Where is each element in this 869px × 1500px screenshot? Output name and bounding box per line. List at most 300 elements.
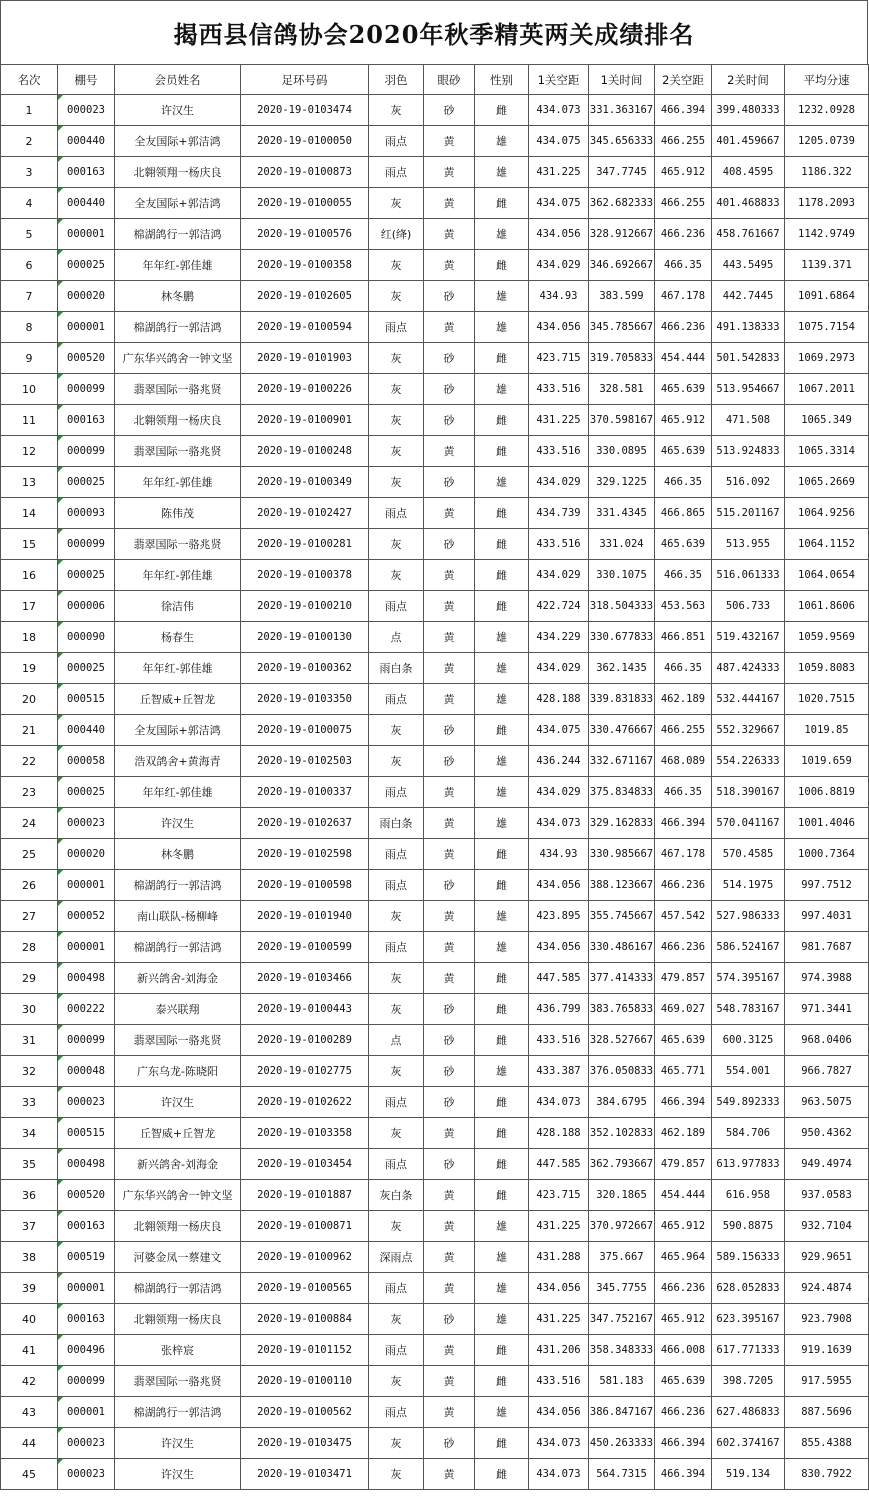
cell-leg1-time: 339.831833	[589, 684, 655, 715]
table-row	[1, 1118, 869, 1149]
cell-leg2-distance: 465.912	[655, 157, 712, 188]
cell-average-speed: 950.4362	[785, 1118, 869, 1149]
cell-eye-sign: 黄	[424, 591, 475, 622]
cell-member-name: 新兴鸽舍-刘海金	[115, 1149, 241, 1180]
cell-leg1-distance: 434.93	[529, 839, 589, 870]
table-row	[1, 498, 869, 529]
cell-loft-id: 000440	[58, 715, 115, 746]
cell-feather-color: 雨点	[369, 839, 424, 870]
cell-leg2-time: 548.783167	[712, 994, 785, 1025]
cell-rank: 2	[1, 126, 58, 157]
cell-leg2-distance: 466.35	[655, 467, 712, 498]
cell-average-speed: 1019.85	[785, 715, 869, 746]
cell-sex: 雌	[475, 870, 529, 901]
cell-ring-number: 2020-19-0100873	[241, 157, 369, 188]
cell-leg1-distance: 434.029	[529, 560, 589, 591]
cell-feather-color: 灰	[369, 1211, 424, 1242]
cell-leg2-distance: 457.542	[655, 901, 712, 932]
cell-rank: 26	[1, 870, 58, 901]
cell-leg2-time: 513.924833	[712, 436, 785, 467]
table-row	[1, 1087, 869, 1118]
cell-leg2-time: 549.892333	[712, 1087, 785, 1118]
cell-eye-sign: 黄	[424, 777, 475, 808]
cell-eye-sign: 黄	[424, 219, 475, 250]
cell-loft-id: 000163	[58, 1211, 115, 1242]
cell-feather-color: 灰	[369, 560, 424, 591]
cell-sex: 雄	[475, 653, 529, 684]
cell-leg1-time: 347.7745	[589, 157, 655, 188]
table-row	[1, 1056, 869, 1087]
table-row	[1, 1211, 869, 1242]
cell-member-name: 陈伟茂	[115, 498, 241, 529]
cell-sex: 雌	[475, 1087, 529, 1118]
table-row	[1, 1273, 869, 1304]
cell-leg1-time: 388.123667	[589, 870, 655, 901]
page-title: 揭西县信鸽协会2020年秋季精英两关成绩排名	[0, 0, 868, 64]
cell-eye-sign: 黄	[424, 1180, 475, 1211]
cell-leg2-distance: 466.394	[655, 1087, 712, 1118]
table-row	[1, 994, 869, 1025]
cell-eye-sign: 黄	[424, 188, 475, 219]
cell-average-speed: 971.3441	[785, 994, 869, 1025]
table-row	[1, 1180, 869, 1211]
cell-rank: 7	[1, 281, 58, 312]
cell-sex: 雌	[475, 715, 529, 746]
cell-average-speed: 1064.1152	[785, 529, 869, 560]
cell-ring-number: 2020-19-0103475	[241, 1428, 369, 1459]
cell-rank: 42	[1, 1366, 58, 1397]
cell-leg2-time: 552.329667	[712, 715, 785, 746]
cell-leg1-time: 330.985667	[589, 839, 655, 870]
cell-ring-number: 2020-19-0101940	[241, 901, 369, 932]
cell-leg1-distance: 434.739	[529, 498, 589, 529]
cell-ring-number: 2020-19-0103350	[241, 684, 369, 715]
cell-leg1-time: 362.793667	[589, 1149, 655, 1180]
cell-average-speed: 963.5075	[785, 1087, 869, 1118]
cell-ring-number: 2020-19-0100576	[241, 219, 369, 250]
cell-sex: 雄	[475, 1242, 529, 1273]
cell-ring-number: 2020-19-0103454	[241, 1149, 369, 1180]
cell-rank: 24	[1, 808, 58, 839]
cell-leg2-distance: 466.394	[655, 1428, 712, 1459]
table-row	[1, 839, 869, 870]
table-row	[1, 467, 869, 498]
cell-average-speed: 937.0583	[785, 1180, 869, 1211]
cell-leg1-distance: 434.056	[529, 219, 589, 250]
cell-average-speed: 981.7687	[785, 932, 869, 963]
cell-leg2-time: 613.977833	[712, 1149, 785, 1180]
table-row	[1, 250, 869, 281]
cell-feather-color: 灰	[369, 1366, 424, 1397]
cell-rank: 38	[1, 1242, 58, 1273]
cell-leg2-time: 628.052833	[712, 1273, 785, 1304]
cell-feather-color: 灰	[369, 467, 424, 498]
cell-member-name: 年年红-郭佳雄	[115, 777, 241, 808]
cell-leg2-distance: 466.236	[655, 1397, 712, 1428]
cell-ring-number: 2020-19-0103358	[241, 1118, 369, 1149]
cell-ring-number: 2020-19-0100562	[241, 1397, 369, 1428]
cell-leg2-time: 519.134	[712, 1459, 785, 1490]
header-row	[1, 65, 869, 95]
cell-ring-number: 2020-19-0100599	[241, 932, 369, 963]
cell-leg2-distance: 466.851	[655, 622, 712, 653]
cell-eye-sign: 黄	[424, 901, 475, 932]
cell-sex: 雌	[475, 1180, 529, 1211]
cell-sex: 雌	[475, 1459, 529, 1490]
cell-member-name: 年年红-郭佳雄	[115, 653, 241, 684]
cell-loft-id: 000020	[58, 839, 115, 870]
cell-leg2-distance: 466.008	[655, 1335, 712, 1366]
cell-leg1-distance: 434.93	[529, 281, 589, 312]
cell-member-name: 河婆金凤一蔡建文	[115, 1242, 241, 1273]
cell-leg2-distance: 479.857	[655, 963, 712, 994]
cell-leg1-time: 355.745667	[589, 901, 655, 932]
cell-feather-color: 深雨点	[369, 1242, 424, 1273]
cell-leg1-distance: 434.029	[529, 250, 589, 281]
cell-average-speed: 997.7512	[785, 870, 869, 901]
cell-leg2-distance: 465.912	[655, 1304, 712, 1335]
cell-eye-sign: 砂	[424, 1304, 475, 1335]
cell-leg1-distance: 431.225	[529, 1304, 589, 1335]
cell-leg2-time: 458.761667	[712, 219, 785, 250]
cell-member-name: 丘智威+丘智龙	[115, 1118, 241, 1149]
cell-leg2-time: 600.3125	[712, 1025, 785, 1056]
cell-rank: 9	[1, 343, 58, 374]
cell-loft-id: 000163	[58, 1304, 115, 1335]
cell-leg2-distance: 467.178	[655, 281, 712, 312]
cell-sex: 雄	[475, 746, 529, 777]
cell-leg2-time: 532.444167	[712, 684, 785, 715]
cell-member-name: 棉湖鸽行一郭洁鸿	[115, 870, 241, 901]
cell-leg2-distance: 469.027	[655, 994, 712, 1025]
cell-leg2-time: 515.201167	[712, 498, 785, 529]
cell-average-speed: 997.4031	[785, 901, 869, 932]
cell-eye-sign: 黄	[424, 963, 475, 994]
cell-average-speed: 1019.659	[785, 746, 869, 777]
cell-sex: 雌	[475, 1428, 529, 1459]
cell-leg2-distance: 466.865	[655, 498, 712, 529]
cell-ring-number: 2020-19-0100362	[241, 653, 369, 684]
cell-average-speed: 949.4974	[785, 1149, 869, 1180]
cell-sex: 雌	[475, 963, 529, 994]
cell-feather-color: 灰	[369, 250, 424, 281]
cell-leg2-time: 501.542833	[712, 343, 785, 374]
cell-loft-id: 000099	[58, 1025, 115, 1056]
cell-loft-id: 000099	[58, 529, 115, 560]
cell-eye-sign: 砂	[424, 746, 475, 777]
cell-leg2-distance: 462.189	[655, 1118, 712, 1149]
cell-member-name: 许汉生	[115, 1087, 241, 1118]
cell-eye-sign: 黄	[424, 653, 475, 684]
cell-ring-number: 2020-19-0101152	[241, 1335, 369, 1366]
cell-leg2-distance: 466.236	[655, 1273, 712, 1304]
cell-average-speed: 1065.3314	[785, 436, 869, 467]
cell-eye-sign: 砂	[424, 374, 475, 405]
cell-feather-color: 灰	[369, 1056, 424, 1087]
cell-leg1-distance: 434.029	[529, 777, 589, 808]
cell-loft-id: 000099	[58, 1366, 115, 1397]
cell-leg1-time: 352.102833	[589, 1118, 655, 1149]
cell-feather-color: 灰	[369, 188, 424, 219]
cell-average-speed: 855.4388	[785, 1428, 869, 1459]
cell-leg2-distance: 466.236	[655, 932, 712, 963]
cell-leg1-distance: 434.073	[529, 95, 589, 126]
cell-average-speed: 1001.4046	[785, 808, 869, 839]
cell-eye-sign: 砂	[424, 1087, 475, 1118]
cell-leg2-time: 554.226333	[712, 746, 785, 777]
cell-eye-sign: 黄	[424, 560, 475, 591]
cell-rank: 23	[1, 777, 58, 808]
cell-rank: 16	[1, 560, 58, 591]
cell-leg1-distance: 431.225	[529, 1211, 589, 1242]
cell-feather-color: 雨点	[369, 312, 424, 343]
cell-rank: 33	[1, 1087, 58, 1118]
cell-loft-id: 000222	[58, 994, 115, 1025]
cell-average-speed: 919.1639	[785, 1335, 869, 1366]
cell-leg1-distance: 434.073	[529, 1087, 589, 1118]
cell-loft-id: 000498	[58, 1149, 115, 1180]
cell-leg2-distance: 466.35	[655, 560, 712, 591]
ranking-table	[0, 64, 869, 1490]
cell-loft-id: 000023	[58, 1459, 115, 1490]
cell-leg2-time: 514.1975	[712, 870, 785, 901]
cell-loft-id: 000001	[58, 932, 115, 963]
cell-ring-number: 2020-19-0100443	[241, 994, 369, 1025]
cell-average-speed: 1065.2669	[785, 467, 869, 498]
cell-leg2-time: 471.508	[712, 405, 785, 436]
cell-leg1-distance: 434.056	[529, 870, 589, 901]
cell-rank: 17	[1, 591, 58, 622]
cell-ring-number: 2020-19-0100901	[241, 405, 369, 436]
table-row	[1, 1304, 869, 1335]
cell-average-speed: 1061.8606	[785, 591, 869, 622]
cell-ring-number: 2020-19-0100210	[241, 591, 369, 622]
cell-sex: 雌	[475, 498, 529, 529]
cell-leg1-time: 319.705833	[589, 343, 655, 374]
cell-member-name: 许汉生	[115, 95, 241, 126]
cell-leg1-time: 329.1225	[589, 467, 655, 498]
cell-leg2-distance: 465.912	[655, 405, 712, 436]
cell-sex: 雌	[475, 95, 529, 126]
cell-rank: 8	[1, 312, 58, 343]
cell-rank: 27	[1, 901, 58, 932]
cell-average-speed: 1059.8083	[785, 653, 869, 684]
cell-leg1-distance: 434.075	[529, 715, 589, 746]
cell-leg2-time: 516.092	[712, 467, 785, 498]
cell-ring-number: 2020-19-0100349	[241, 467, 369, 498]
cell-eye-sign: 黄	[424, 808, 475, 839]
cell-leg2-time: 554.001	[712, 1056, 785, 1087]
cell-ring-number: 2020-19-0100565	[241, 1273, 369, 1304]
cell-leg1-time: 345.656333	[589, 126, 655, 157]
cell-ring-number: 2020-19-0102605	[241, 281, 369, 312]
cell-eye-sign: 砂	[424, 95, 475, 126]
cell-leg1-distance: 434.229	[529, 622, 589, 653]
cell-average-speed: 932.7104	[785, 1211, 869, 1242]
cell-leg2-time: 623.395167	[712, 1304, 785, 1335]
cell-ring-number: 2020-19-0102775	[241, 1056, 369, 1087]
table-row	[1, 529, 869, 560]
cell-member-name: 棉湖鸽行一郭洁鸿	[115, 1397, 241, 1428]
cell-member-name: 翡翠国际一骆兆贤	[115, 436, 241, 467]
cell-leg1-time: 383.599	[589, 281, 655, 312]
cell-leg2-distance: 465.964	[655, 1242, 712, 1273]
cell-eye-sign: 黄	[424, 498, 475, 529]
table-row	[1, 343, 869, 374]
cell-member-name: 张梓宸	[115, 1335, 241, 1366]
cell-ring-number: 2020-19-0100871	[241, 1211, 369, 1242]
cell-leg2-time: 519.432167	[712, 622, 785, 653]
cell-leg1-distance: 428.188	[529, 684, 589, 715]
cell-member-name: 棉湖鸽行一郭洁鸿	[115, 1273, 241, 1304]
cell-feather-color: 点	[369, 622, 424, 653]
cell-eye-sign: 砂	[424, 405, 475, 436]
cell-feather-color: 雨点	[369, 591, 424, 622]
cell-member-name: 年年红-郭佳雄	[115, 467, 241, 498]
cell-leg1-time: 332.671167	[589, 746, 655, 777]
cell-feather-color: 雨点	[369, 498, 424, 529]
cell-sex: 雌	[475, 1366, 529, 1397]
cell-leg1-time: 330.677833	[589, 622, 655, 653]
cell-leg2-time: 506.733	[712, 591, 785, 622]
cell-loft-id: 000093	[58, 498, 115, 529]
cell-leg2-time: 442.7445	[712, 281, 785, 312]
cell-leg2-distance: 466.236	[655, 219, 712, 250]
cell-sex: 雄	[475, 467, 529, 498]
cell-average-speed: 1069.2973	[785, 343, 869, 374]
cell-rank: 34	[1, 1118, 58, 1149]
cell-leg1-distance: 434.073	[529, 808, 589, 839]
cell-leg2-time: 570.041167	[712, 808, 785, 839]
cell-feather-color: 红(绛)	[369, 219, 424, 250]
cell-eye-sign: 黄	[424, 684, 475, 715]
cell-average-speed: 887.5696	[785, 1397, 869, 1428]
cell-rank: 10	[1, 374, 58, 405]
cell-eye-sign: 黄	[424, 932, 475, 963]
cell-feather-color: 雨点	[369, 157, 424, 188]
cell-leg1-time: 328.912667	[589, 219, 655, 250]
cell-member-name: 新兴鸽舍-刘海金	[115, 963, 241, 994]
cell-leg2-time: 602.374167	[712, 1428, 785, 1459]
table-row	[1, 374, 869, 405]
cell-average-speed: 924.4874	[785, 1273, 869, 1304]
cell-member-name: 泰兴联翔	[115, 994, 241, 1025]
table-row	[1, 746, 869, 777]
cell-eye-sign: 黄	[424, 839, 475, 870]
cell-leg1-time: 450.263333	[589, 1428, 655, 1459]
cell-average-speed: 1006.8819	[785, 777, 869, 808]
cell-sex: 雄	[475, 281, 529, 312]
cell-feather-color: 雨点	[369, 1149, 424, 1180]
cell-leg1-time: 331.363167	[589, 95, 655, 126]
cell-eye-sign: 砂	[424, 467, 475, 498]
ranking-rows	[1, 95, 869, 1490]
cell-member-name: 全友国际+郭洁鸿	[115, 126, 241, 157]
cell-member-name: 年年红-郭佳雄	[115, 250, 241, 281]
table-row	[1, 684, 869, 715]
header-leg1-distance: 1关空距	[529, 65, 589, 95]
cell-rank: 18	[1, 622, 58, 653]
cell-eye-sign: 砂	[424, 870, 475, 901]
cell-member-name: 徐洁伟	[115, 591, 241, 622]
table-row	[1, 1428, 869, 1459]
cell-leg1-time: 370.598167	[589, 405, 655, 436]
cell-feather-color: 雨点	[369, 126, 424, 157]
cell-member-name: 许汉生	[115, 808, 241, 839]
cell-ring-number: 2020-19-0103471	[241, 1459, 369, 1490]
cell-feather-color: 灰	[369, 1118, 424, 1149]
cell-leg1-distance: 433.516	[529, 529, 589, 560]
cell-eye-sign: 砂	[424, 1056, 475, 1087]
table-row	[1, 870, 869, 901]
cell-rank: 41	[1, 1335, 58, 1366]
cell-member-name: 年年红-郭佳雄	[115, 560, 241, 591]
cell-rank: 36	[1, 1180, 58, 1211]
cell-feather-color: 点	[369, 1025, 424, 1056]
cell-leg1-time: 345.785667	[589, 312, 655, 343]
cell-average-speed: 1142.9749	[785, 219, 869, 250]
cell-ring-number: 2020-19-0100594	[241, 312, 369, 343]
cell-ring-number: 2020-19-0100110	[241, 1366, 369, 1397]
cell-leg2-distance: 454.444	[655, 1180, 712, 1211]
cell-leg1-distance: 433.516	[529, 374, 589, 405]
header-leg2-distance: 2关空距	[655, 65, 712, 95]
table-row	[1, 1149, 869, 1180]
cell-average-speed: 1067.2011	[785, 374, 869, 405]
cell-loft-id: 000520	[58, 343, 115, 374]
cell-leg2-time: 627.486833	[712, 1397, 785, 1428]
cell-leg2-distance: 465.639	[655, 436, 712, 467]
cell-leg1-time: 331.024	[589, 529, 655, 560]
table-row	[1, 932, 869, 963]
cell-sex: 雄	[475, 622, 529, 653]
cell-leg1-time: 318.504333	[589, 591, 655, 622]
cell-sex: 雄	[475, 1273, 529, 1304]
cell-rank: 22	[1, 746, 58, 777]
table-row	[1, 715, 869, 746]
cell-leg2-distance: 466.35	[655, 653, 712, 684]
cell-average-speed: 929.9651	[785, 1242, 869, 1273]
cell-leg2-time: 516.061333	[712, 560, 785, 591]
header-average-speed: 平均分速	[785, 65, 869, 95]
cell-average-speed: 966.7827	[785, 1056, 869, 1087]
cell-loft-id: 000001	[58, 312, 115, 343]
cell-rank: 43	[1, 1397, 58, 1428]
cell-ring-number: 2020-19-0100337	[241, 777, 369, 808]
cell-loft-id: 000001	[58, 1273, 115, 1304]
cell-member-name: 全友国际+郭洁鸿	[115, 715, 241, 746]
cell-average-speed: 1205.0739	[785, 126, 869, 157]
cell-loft-id: 000001	[58, 1397, 115, 1428]
cell-feather-color: 灰	[369, 405, 424, 436]
table-row	[1, 95, 869, 126]
table-row	[1, 1242, 869, 1273]
cell-ring-number: 2020-19-0100378	[241, 560, 369, 591]
cell-leg1-distance: 431.225	[529, 157, 589, 188]
cell-rank: 25	[1, 839, 58, 870]
cell-feather-color: 雨点	[369, 1397, 424, 1428]
cell-average-speed: 1064.9256	[785, 498, 869, 529]
cell-rank: 29	[1, 963, 58, 994]
cell-feather-color: 雨点	[369, 777, 424, 808]
cell-feather-color: 灰	[369, 436, 424, 467]
table-row	[1, 777, 869, 808]
cell-leg1-distance: 434.075	[529, 126, 589, 157]
cell-eye-sign: 砂	[424, 343, 475, 374]
cell-ring-number: 2020-19-0102427	[241, 498, 369, 529]
cell-leg2-time: 399.480333	[712, 95, 785, 126]
cell-leg2-distance: 465.639	[655, 1366, 712, 1397]
